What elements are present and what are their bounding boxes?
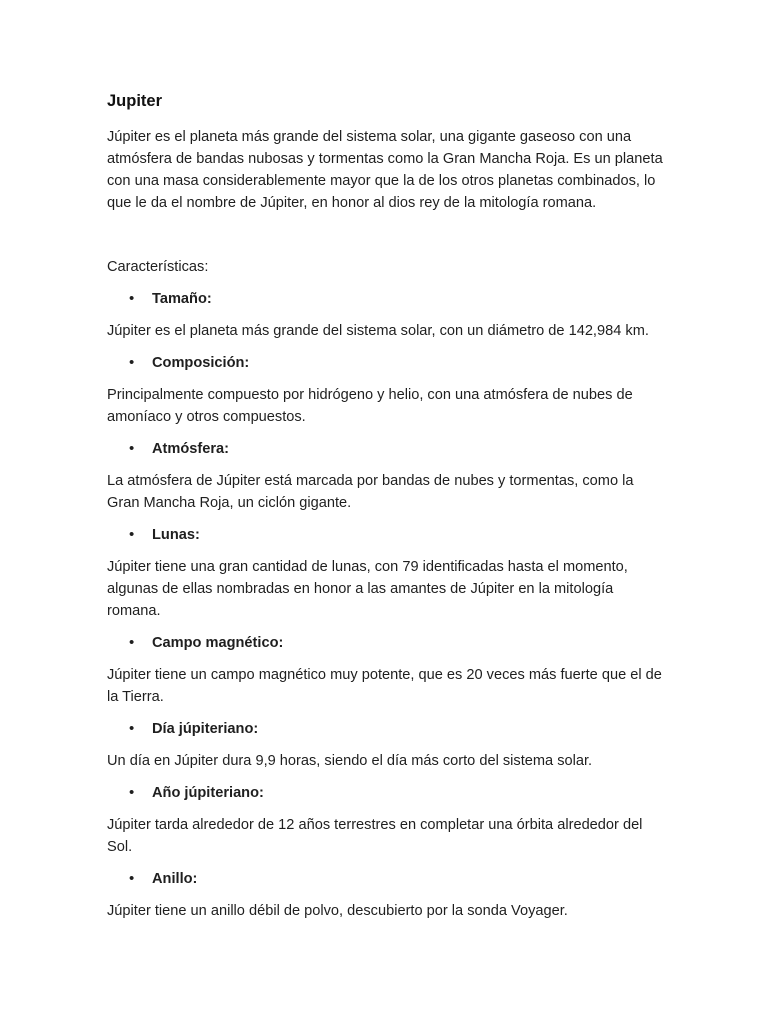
feature-item [107, 782, 663, 858]
bullet-icon: • [129, 784, 135, 801]
bullet-icon: • [129, 634, 135, 651]
feature-heading [107, 868, 663, 890]
feature-description: Júpiter es el planeta más grande del sistema solar, con un diámetro de 142,984 km. [107, 323, 649, 339]
feature-heading [107, 352, 663, 374]
feature-item [107, 288, 663, 342]
feature-description: Júpiter tarda alrededor de 12 años terrestres en completar una órbita alrededor del Sol. [107, 817, 643, 855]
document-page [107, 90, 663, 922]
feature-name: Composición: [152, 355, 250, 371]
feature-name: Lunas: [152, 527, 200, 543]
feature-description: Júpiter tiene un anillo débil de polvo, descubierto por la sonda Voyager. [107, 903, 568, 919]
feature-name: Campo magnético: [152, 635, 284, 651]
feature-description: La atmósfera de Júpiter está marcada por bandas de nubes y tormentas, como la Gran Mancha Roja, un ciclón gigante. [107, 473, 634, 511]
feature-name: Atmósfera: [152, 441, 230, 457]
feature-item [107, 718, 663, 772]
feature-name: Anillo: [152, 871, 198, 887]
feature-item [107, 868, 663, 922]
feature-name: Año júpiteriano: [152, 785, 264, 801]
feature-item [107, 438, 663, 514]
feature-heading [107, 438, 663, 460]
feature-description: Júpiter tiene una gran cantidad de lunas, con 79 identificadas hasta el momento, algunas de ellas nombradas en honor a las amantes de Júpiter en la mitología romana. [107, 559, 628, 619]
bullet-icon: • [129, 440, 135, 457]
feature-item [107, 352, 663, 428]
features-label: Características: [107, 259, 209, 275]
bullet-icon: • [129, 720, 135, 737]
features-list [107, 288, 663, 922]
bullet-icon: • [129, 526, 135, 543]
feature-name: Tamaño: [152, 291, 212, 307]
feature-name: Día júpiteriano: [152, 721, 259, 737]
bullet-icon: • [129, 354, 135, 371]
intro-paragraph: Júpiter es el planeta más grande del sistema solar, una gigante gaseoso con una atmósfera de bandas nubosas y tormentas como la Gran Mancha Roja. Es un planeta con una masa considerablemente mayor que la de los otros planetas combinados, lo que le da el nombre de Júpiter, en honor al dios rey de la mitología romana. [107, 129, 663, 211]
bullet-icon: • [129, 290, 135, 307]
feature-heading [107, 524, 663, 546]
bullet-icon: • [129, 870, 135, 887]
feature-heading [107, 632, 663, 654]
feature-heading [107, 288, 663, 310]
feature-description: Júpiter tiene un campo magnético muy potente, que es 20 veces más fuerte que el de la Tierra. [107, 667, 662, 705]
feature-heading [107, 782, 663, 804]
feature-description: Principalmente compuesto por hidrógeno y helio, con una atmósfera de nubes de amoníaco y otros compuestos. [107, 387, 633, 425]
feature-description: Un día en Júpiter dura 9,9 horas, siendo el día más corto del sistema solar. [107, 753, 593, 769]
feature-item [107, 632, 663, 708]
feature-heading [107, 718, 663, 740]
feature-item [107, 524, 663, 622]
document-title: Jupiter [107, 92, 163, 110]
